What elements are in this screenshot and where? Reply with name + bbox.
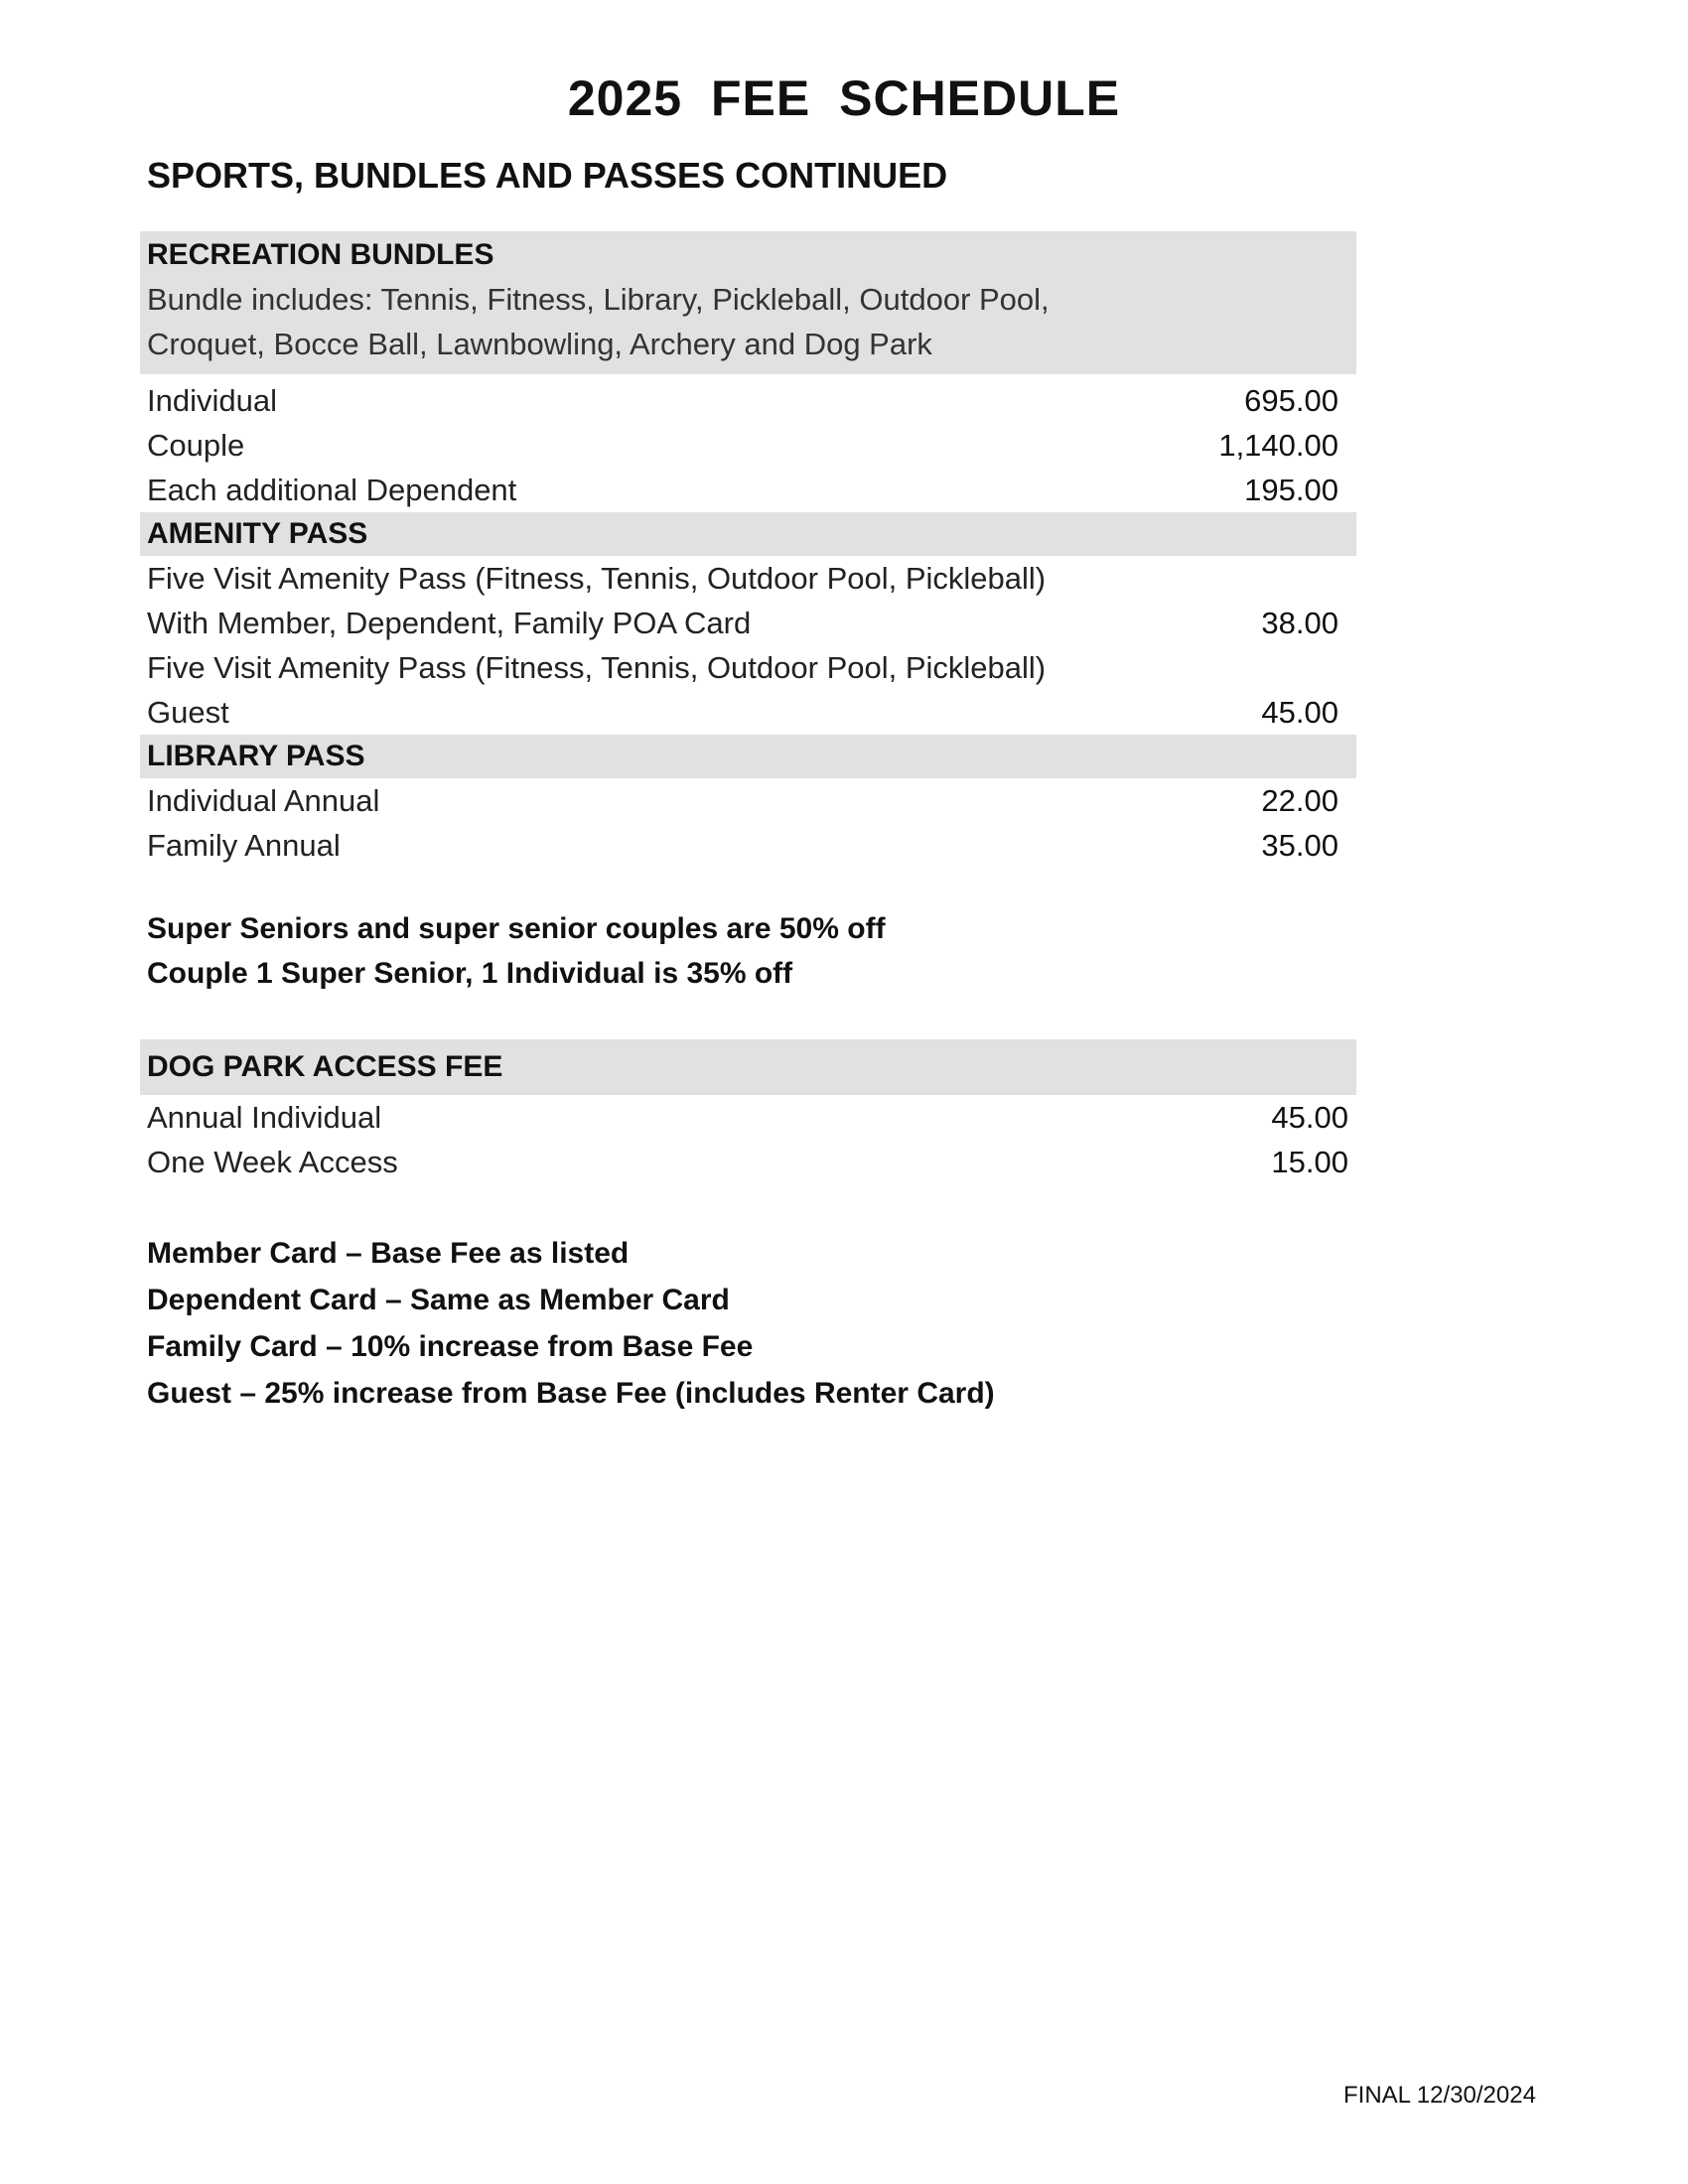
fee-label: Individual — [147, 382, 277, 418]
fee-row — [140, 601, 1356, 645]
fee-row — [140, 1140, 1356, 1184]
fee-row — [140, 645, 1356, 690]
fee-label: Each additional Dependent — [147, 472, 517, 507]
section-subtitle: SPORTS, BUNDLES AND PASSES CONTINUED — [147, 155, 948, 196]
card-fee-note: Family Card – 10% increase from Base Fee — [147, 1330, 754, 1363]
card-fee-note: Guest – 25% increase from Base Fee (includes Renter Card) — [147, 1377, 995, 1410]
fee-price: 45.00 — [1271, 1099, 1348, 1135]
senior-discount-note: Couple 1 Super Senior, 1 Individual is 35% off — [147, 957, 793, 990]
footer-final-date: FINAL 12/30/2024 — [1343, 2082, 1536, 2109]
fee-row — [140, 423, 1356, 468]
fee-label: One Week Access — [147, 1144, 398, 1179]
amenity-pass-heading: AMENITY PASS — [147, 517, 368, 550]
fee-label: With Member, Dependent, Family POA Card — [147, 605, 752, 640]
fee-price: 195.00 — [1244, 472, 1338, 507]
library-pass-header — [140, 735, 1356, 778]
fee-row — [140, 1095, 1356, 1140]
recreation-bundles-section — [140, 231, 1356, 868]
fee-label: Five Visit Amenity Pass (Fitness, Tennis, Outdoor Pool, Pickleball) — [147, 649, 1047, 685]
fee-label: Family Annual — [147, 827, 341, 863]
fee-price: 22.00 — [1261, 782, 1338, 818]
fee-row — [140, 378, 1356, 423]
fee-row — [140, 556, 1356, 601]
fee-label: Guest — [147, 694, 229, 730]
fee-label: Individual Annual — [147, 782, 380, 818]
card-fee-note: Member Card – Base Fee as listed — [147, 1237, 630, 1270]
recreation-bundles-header — [140, 231, 1356, 374]
fee-price: 1,140.00 — [1218, 427, 1338, 463]
fee-row — [140, 690, 1356, 735]
fee-row — [140, 823, 1356, 868]
senior-discount-note: Super Seniors and super senior couples are 50% off — [147, 912, 886, 945]
fee-price: 38.00 — [1261, 605, 1338, 640]
fee-price: 35.00 — [1261, 827, 1338, 863]
fee-label: Five Visit Amenity Pass (Fitness, Tennis, Outdoor Pool, Pickleball) — [147, 560, 1047, 596]
bundle-description-line-1: Bundle includes: Tennis, Fitness, Library, Pickleball, Outdoor Pool, — [147, 282, 1050, 317]
dog-park-section — [140, 1039, 1356, 1184]
bundle-description-line-2: Croquet, Bocce Ball, Lawnbowling, Archery and Dog Park — [147, 327, 932, 361]
library-pass-heading: LIBRARY PASS — [147, 740, 365, 772]
amenity-pass-header — [140, 512, 1356, 556]
fee-row — [140, 468, 1356, 512]
fee-label: Annual Individual — [147, 1099, 382, 1135]
fee-price: 695.00 — [1244, 382, 1338, 418]
dog-park-heading: DOG PARK ACCESS FEE — [147, 1050, 503, 1083]
fee-row — [140, 778, 1356, 823]
dog-park-header — [140, 1039, 1356, 1095]
page-title: 2025 FEE SCHEDULE — [567, 70, 1121, 126]
fee-price: 15.00 — [1271, 1144, 1348, 1179]
card-fee-note: Dependent Card – Same as Member Card — [147, 1284, 730, 1316]
fee-label: Couple — [147, 427, 245, 463]
fee-price: 45.00 — [1261, 694, 1338, 730]
recreation-bundles-heading: RECREATION BUNDLES — [147, 238, 494, 271]
